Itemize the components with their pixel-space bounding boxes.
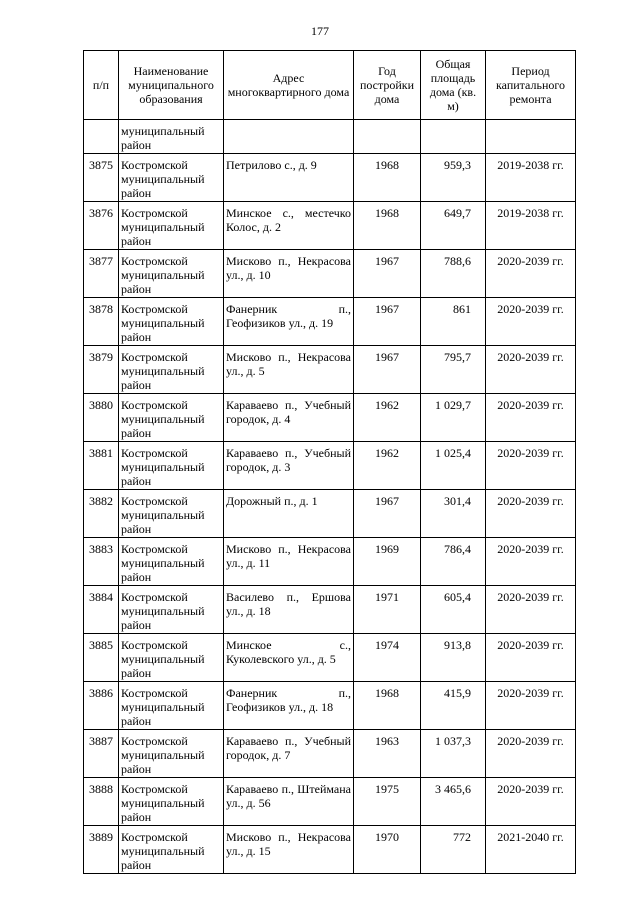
- cell-municipality: Костромской муниципальный район: [119, 346, 224, 394]
- cell-address: Мисково п., Некрасова ул., д. 15: [224, 826, 354, 874]
- cell-num: 3878: [84, 298, 119, 346]
- cell-municipality: муниципальный район: [119, 120, 224, 154]
- cell-municipality: Костромской муниципальный район: [119, 826, 224, 874]
- cell-municipality: Костромской муниципальный район: [119, 586, 224, 634]
- cell-period: 2019-2038 гг.: [486, 154, 576, 202]
- table-row: [84, 250, 576, 298]
- housing-table: [83, 50, 576, 874]
- header-num: п/п: [84, 51, 119, 120]
- cell-year: 1963: [354, 730, 421, 778]
- cell-municipality: Костромской муниципальный район: [119, 634, 224, 682]
- cell-address: Караваево п., Учебный городок, д. 4: [224, 394, 354, 442]
- cell-municipality: Костромской муниципальный район: [119, 394, 224, 442]
- cell-area: 605,4: [421, 586, 486, 634]
- cell-period: 2020-2039 гг.: [486, 586, 576, 634]
- cell-area: 786,4: [421, 538, 486, 586]
- cell-period: 2019-2038 гг.: [486, 202, 576, 250]
- cell-year: 1967: [354, 346, 421, 394]
- cell-num: 3876: [84, 202, 119, 250]
- cell-area: 1 029,7: [421, 394, 486, 442]
- cell-period: 2020-2039 гг.: [486, 682, 576, 730]
- cell-year: 1970: [354, 826, 421, 874]
- cell-year: 1967: [354, 250, 421, 298]
- cell-municipality: Костромской муниципальный район: [119, 778, 224, 826]
- cell-address: Дорожный п., д. 1: [224, 490, 354, 538]
- cell-area: [421, 120, 486, 154]
- cell-municipality: Костромской муниципальный район: [119, 730, 224, 778]
- cell-address: Петрилово с., д. 9: [224, 154, 354, 202]
- cell-period: 2020-2039 гг.: [486, 346, 576, 394]
- cell-year: 1969: [354, 538, 421, 586]
- cell-period: 2020-2039 гг.: [486, 394, 576, 442]
- cell-year: 1968: [354, 202, 421, 250]
- cell-municipality: Костромской муниципальный район: [119, 154, 224, 202]
- cell-num: [84, 120, 119, 154]
- cell-period: 2020-2039 гг.: [486, 250, 576, 298]
- table-row: [84, 634, 576, 682]
- table-row: [84, 298, 576, 346]
- cell-address: Караваево п., Учебный городок, д. 3: [224, 442, 354, 490]
- cell-area: 301,4: [421, 490, 486, 538]
- header-municipality: Наименование муниципального образования: [119, 51, 224, 120]
- header-area: Общая площадь дома (кв. м): [421, 51, 486, 120]
- table-row: [84, 202, 576, 250]
- cell-year: 1974: [354, 634, 421, 682]
- cell-address: Караваево п., Штеймана ул., д. 56: [224, 778, 354, 826]
- cell-area: 772: [421, 826, 486, 874]
- table-row: [84, 154, 576, 202]
- cell-year: 1971: [354, 586, 421, 634]
- header-period: Период капитального ремонта: [486, 51, 576, 120]
- cell-address: Фанерник п., Геофизиков ул., д. 19: [224, 298, 354, 346]
- table-header-row: [84, 51, 576, 120]
- cell-municipality: Костромской муниципальный район: [119, 250, 224, 298]
- cell-area: 788,6: [421, 250, 486, 298]
- cell-num: 3880: [84, 394, 119, 442]
- cell-area: 3 465,6: [421, 778, 486, 826]
- cell-period: 2020-2039 гг.: [486, 442, 576, 490]
- cell-year: 1968: [354, 682, 421, 730]
- table-row: [84, 586, 576, 634]
- cell-num: 3883: [84, 538, 119, 586]
- cell-area: 959,3: [421, 154, 486, 202]
- cell-municipality: Костромской муниципальный район: [119, 538, 224, 586]
- cell-address: [224, 120, 354, 154]
- cell-num: 3884: [84, 586, 119, 634]
- cell-num: 3879: [84, 346, 119, 394]
- cell-num: 3888: [84, 778, 119, 826]
- cell-municipality: Костромской муниципальный район: [119, 298, 224, 346]
- cell-address: Мисково п., Некрасова ул., д. 10: [224, 250, 354, 298]
- cell-area: 1 025,4: [421, 442, 486, 490]
- cell-period: 2020-2039 гг.: [486, 778, 576, 826]
- cell-area: 861: [421, 298, 486, 346]
- cell-num: 3877: [84, 250, 119, 298]
- cell-area: 913,8: [421, 634, 486, 682]
- table-row: [84, 538, 576, 586]
- cell-area: 649,7: [421, 202, 486, 250]
- cell-period: 2021-2040 гг.: [486, 826, 576, 874]
- table-row: [84, 730, 576, 778]
- cell-num: 3887: [84, 730, 119, 778]
- header-address: Адрес многоквартирного дома: [224, 51, 354, 120]
- table-row: [84, 826, 576, 874]
- cell-address: Мисково п., Некрасова ул., д. 5: [224, 346, 354, 394]
- cell-year: 1967: [354, 490, 421, 538]
- cell-year: 1962: [354, 394, 421, 442]
- table-row: [84, 394, 576, 442]
- page-number: 177: [311, 24, 329, 38]
- cell-municipality: Костромской муниципальный район: [119, 682, 224, 730]
- table-row: [84, 490, 576, 538]
- cell-year: 1967: [354, 298, 421, 346]
- cell-period: 2020-2039 гг.: [486, 634, 576, 682]
- cell-address: Фанерник п., Геофизиков ул., д. 18: [224, 682, 354, 730]
- cell-year: 1968: [354, 154, 421, 202]
- cell-year: [354, 120, 421, 154]
- cell-address: Мисково п., Некрасова ул., д. 11: [224, 538, 354, 586]
- cell-num: 3889: [84, 826, 119, 874]
- cell-period: 2020-2039 гг.: [486, 490, 576, 538]
- cell-num: 3886: [84, 682, 119, 730]
- cell-municipality: Костромской муниципальный район: [119, 442, 224, 490]
- cell-area: 415,9: [421, 682, 486, 730]
- cell-municipality: Костромской муниципальный район: [119, 490, 224, 538]
- continuation-row: [84, 120, 576, 154]
- cell-address: Минское с., Куколевского ул., д. 5: [224, 634, 354, 682]
- cell-period: 2020-2039 гг.: [486, 538, 576, 586]
- cell-num: 3885: [84, 634, 119, 682]
- cell-period: 2020-2039 гг.: [486, 298, 576, 346]
- header-year: Год постройки дома: [354, 51, 421, 120]
- cell-municipality: Костромской муниципальный район: [119, 202, 224, 250]
- cell-address: Караваево п., Учебный городок, д. 7: [224, 730, 354, 778]
- cell-period: [486, 120, 576, 154]
- table-row: [84, 442, 576, 490]
- cell-area: 1 037,3: [421, 730, 486, 778]
- cell-num: 3881: [84, 442, 119, 490]
- cell-year: 1962: [354, 442, 421, 490]
- cell-num: 3875: [84, 154, 119, 202]
- cell-num: 3882: [84, 490, 119, 538]
- cell-period: 2020-2039 гг.: [486, 730, 576, 778]
- cell-area: 795,7: [421, 346, 486, 394]
- cell-address: Василево п., Ершова ул., д. 18: [224, 586, 354, 634]
- table-row: [84, 682, 576, 730]
- cell-year: 1975: [354, 778, 421, 826]
- table-row: [84, 346, 576, 394]
- cell-address: Минское с., местечко Колос, д. 2: [224, 202, 354, 250]
- table-row: [84, 778, 576, 826]
